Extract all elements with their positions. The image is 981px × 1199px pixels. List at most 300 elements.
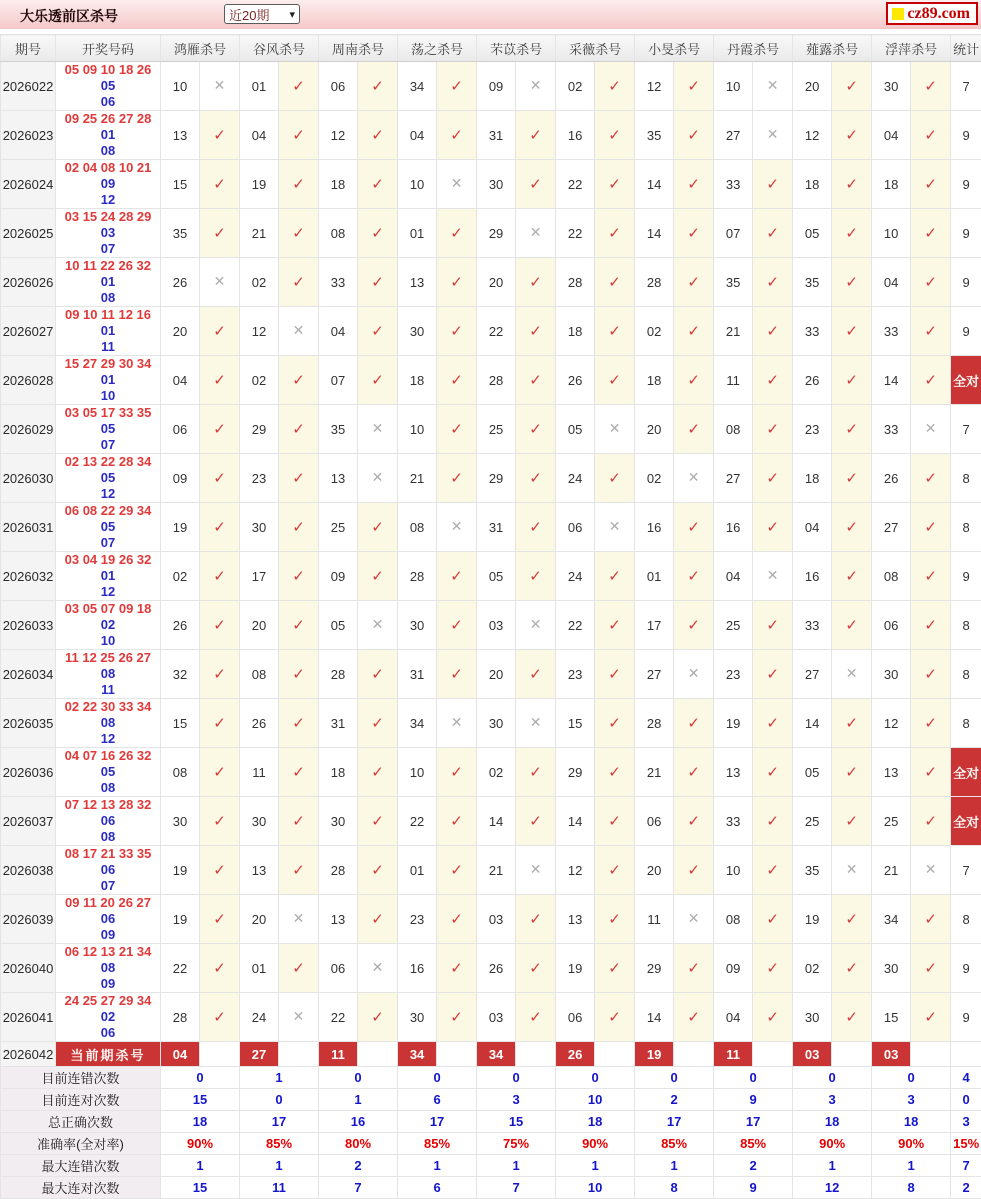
kill-number-cell: 21 (872, 846, 911, 895)
check-icon: ✓ (213, 176, 226, 193)
kill-number-cell: 35 (161, 209, 200, 258)
kill-number-cell: 08 (398, 503, 437, 552)
kill-mark-cell (911, 797, 951, 846)
check-icon: ✓ (845, 274, 858, 291)
kill-mark-cell (437, 993, 477, 1042)
back-number-2: 08 (101, 143, 115, 158)
kill-number-cell: 22 (556, 209, 595, 258)
front-numbers: 09 10 11 12 16 (65, 307, 151, 322)
kill-mark-cell (358, 307, 398, 356)
back-number-2: 07 (101, 437, 115, 452)
check-icon: ✓ (371, 1009, 384, 1026)
summary-value: 7 (477, 1177, 556, 1199)
back-number-1: 06 (101, 862, 115, 877)
kill-number-cell: 28 (635, 699, 674, 748)
kill-number-cell: 22 (556, 160, 595, 209)
back-number-1: 08 (101, 960, 115, 975)
chevron-down-icon: ▾ (289, 8, 295, 21)
check-icon: ✓ (766, 225, 779, 242)
current-kill-number: 26 (556, 1042, 595, 1067)
kill-mark-cell (516, 797, 556, 846)
kill-mark-cell (832, 209, 872, 258)
kill-mark-cell (437, 846, 477, 895)
summary-value: 7 (319, 1177, 398, 1199)
back-number-2: 06 (101, 94, 115, 109)
kill-mark-cell (911, 307, 951, 356)
check-icon: ✓ (766, 323, 779, 340)
back-number-2: 09 (101, 927, 115, 942)
kill-mark-cell (437, 258, 477, 307)
kill-number-cell: 16 (635, 503, 674, 552)
check-icon: ✓ (292, 470, 305, 487)
draw-line-1 (56, 405, 160, 437)
kill-mark-cell (595, 111, 635, 160)
draw-line-1 (56, 797, 160, 829)
kill-mark-cell (200, 160, 240, 209)
kill-number-cell: 06 (635, 797, 674, 846)
draw-line-1 (56, 601, 160, 633)
kill-number-cell: 10 (398, 748, 437, 797)
check-icon: ✓ (608, 323, 621, 340)
kill-mark-cell (674, 503, 714, 552)
kill-mark-cell (832, 552, 872, 601)
kill-number-cell: 30 (477, 160, 516, 209)
check-icon: ✓ (450, 862, 463, 879)
kill-mark-cell (516, 1042, 556, 1067)
kill-number-cell: 01 (398, 209, 437, 258)
kill-number-cell: 08 (714, 895, 753, 944)
summary-stat: 2 (951, 1177, 981, 1199)
draw-line-1 (56, 748, 160, 780)
kill-mark-cell (911, 209, 951, 258)
kill-number-cell: 30 (477, 699, 516, 748)
kill-mark-cell (753, 993, 793, 1042)
check-icon: ✓ (371, 372, 384, 389)
kill-mark-cell (753, 62, 793, 111)
period-cell: 2026027 (1, 307, 56, 356)
check-icon: ✓ (213, 470, 226, 487)
cross-icon: ✕ (925, 861, 937, 877)
summary-value: 2 (635, 1089, 714, 1111)
back-number-2: 12 (101, 486, 115, 501)
back-number-2: 12 (101, 192, 115, 207)
kill-number-cell: 30 (240, 503, 279, 552)
kill-mark-cell (516, 650, 556, 699)
table-row (1, 601, 981, 650)
draw-numbers-cell (56, 797, 161, 846)
current-kill-number: 19 (635, 1042, 674, 1067)
kill-number-cell: 20 (477, 650, 516, 699)
current-kill-number: 34 (398, 1042, 437, 1067)
check-icon: ✓ (845, 127, 858, 144)
kill-number-cell: 13 (319, 895, 358, 944)
draw-line-1 (56, 62, 160, 94)
cross-icon: ✕ (530, 616, 542, 632)
check-icon: ✓ (608, 960, 621, 977)
kill-mark-cell (674, 1042, 714, 1067)
check-icon: ✓ (292, 127, 305, 144)
kill-mark-cell (911, 846, 951, 895)
draw-line-1 (56, 503, 160, 535)
kill-number-cell: 30 (319, 797, 358, 846)
cross-icon: ✕ (214, 77, 226, 93)
cross-icon: ✕ (451, 175, 463, 191)
draw-line-1 (56, 258, 160, 290)
check-icon: ✓ (924, 323, 937, 340)
cross-icon: ✕ (214, 273, 226, 289)
back-number-1: 01 (101, 372, 115, 387)
draw-line-2 (56, 290, 160, 306)
kill-mark-cell (595, 258, 635, 307)
kill-number-cell: 19 (161, 503, 200, 552)
summary-label: 最大连错次数 (1, 1155, 161, 1177)
kill-mark-cell (358, 993, 398, 1042)
kill-number-cell: 22 (161, 944, 200, 993)
front-numbers: 10 11 22 26 32 (65, 258, 151, 273)
check-icon: ✓ (371, 274, 384, 291)
cross-icon: ✕ (767, 77, 779, 93)
kill-mark-cell (279, 258, 319, 307)
front-numbers: 07 12 13 28 32 (65, 797, 152, 812)
kill-number-cell: 02 (556, 62, 595, 111)
draw-numbers-cell (56, 111, 161, 160)
check-icon: ✓ (213, 323, 226, 340)
kill-mark-cell (674, 160, 714, 209)
check-icon: ✓ (529, 421, 542, 438)
kill-number-cell: 03 (477, 993, 516, 1042)
table-row (1, 895, 981, 944)
check-icon: ✓ (687, 813, 700, 830)
check-icon: ✓ (766, 176, 779, 193)
current-kill-number: 27 (240, 1042, 279, 1067)
kill-mark-cell (200, 258, 240, 307)
kill-mark-cell (437, 111, 477, 160)
check-icon: ✓ (529, 666, 542, 683)
check-icon: ✓ (687, 1009, 700, 1026)
kill-number-cell: 01 (635, 552, 674, 601)
cross-icon: ✕ (372, 420, 384, 436)
table-row (1, 552, 981, 601)
check-icon: ✓ (845, 764, 858, 781)
kill-mark-cell (516, 748, 556, 797)
kill-mark-cell (674, 552, 714, 601)
check-icon: ✓ (371, 764, 384, 781)
check-icon: ✓ (924, 176, 937, 193)
check-icon: ✓ (924, 666, 937, 683)
back-number-1: 05 (101, 764, 115, 779)
draw-line-2 (56, 584, 160, 600)
kill-mark-cell (595, 699, 635, 748)
kill-number-cell: 16 (793, 552, 832, 601)
draw-numbers-cell (56, 944, 161, 993)
kill-number-cell: 08 (714, 405, 753, 454)
kill-number-cell: 09 (161, 454, 200, 503)
period-cell: 2026022 (1, 62, 56, 111)
kill-mark-cell (200, 1042, 240, 1067)
kill-number-cell: 34 (872, 895, 911, 944)
summary-label: 目前连对次数 (1, 1089, 161, 1111)
summary-value: 10 (556, 1177, 635, 1199)
kill-mark-cell (516, 699, 556, 748)
front-numbers: 02 04 08 10 21 (65, 160, 152, 175)
stat-cell: 9 (951, 258, 981, 307)
kill-mark-cell (832, 503, 872, 552)
summary-value: 0 (398, 1067, 477, 1089)
kill-mark-cell (516, 454, 556, 503)
column-header: 期号 (1, 35, 56, 62)
kill-mark-cell (279, 307, 319, 356)
check-icon: ✓ (766, 666, 779, 683)
kill-mark-cell (595, 601, 635, 650)
kill-number-cell: 11 (635, 895, 674, 944)
kill-mark-cell (516, 405, 556, 454)
kill-number-cell: 30 (872, 650, 911, 699)
table-row (1, 209, 981, 258)
site-logo[interactable] (886, 2, 978, 25)
summary-value: 0 (240, 1089, 319, 1111)
check-icon: ✓ (608, 78, 621, 95)
kill-mark-cell (595, 356, 635, 405)
check-icon: ✓ (845, 813, 858, 830)
kill-mark-cell (753, 699, 793, 748)
cross-icon: ✕ (767, 567, 779, 583)
stat-cell: 9 (951, 552, 981, 601)
check-icon: ✓ (371, 862, 384, 879)
draw-line-2 (56, 94, 160, 110)
kill-mark-cell (911, 552, 951, 601)
kill-mark-cell (674, 258, 714, 307)
draw-line-1 (56, 111, 160, 143)
draw-line-2 (56, 486, 160, 502)
check-icon: ✓ (292, 813, 305, 830)
front-numbers: 09 11 20 26 27 (65, 895, 151, 910)
kill-mark-cell (437, 601, 477, 650)
draw-numbers-cell (56, 307, 161, 356)
kill-number-cell: 25 (872, 797, 911, 846)
check-icon: ✓ (292, 225, 305, 242)
kill-number-cell: 03 (477, 895, 516, 944)
draw-numbers-cell (56, 552, 161, 601)
check-icon: ✓ (766, 519, 779, 536)
kill-number-cell: 22 (319, 993, 358, 1042)
kill-number-cell: 12 (556, 846, 595, 895)
kill-mark-cell (832, 160, 872, 209)
check-icon: ✓ (450, 323, 463, 340)
front-numbers: 09 25 26 27 28 (65, 111, 152, 126)
kill-mark-cell (753, 748, 793, 797)
period-cell: 2026035 (1, 699, 56, 748)
back-number-2: 11 (101, 339, 115, 354)
column-header: 采薇杀号 (556, 35, 635, 62)
front-numbers: 03 05 07 09 18 (65, 601, 152, 616)
draw-line-2 (56, 388, 160, 404)
kill-number-cell: 13 (556, 895, 595, 944)
kill-mark-cell (200, 944, 240, 993)
check-icon: ✓ (924, 960, 937, 977)
summary-row (1, 1111, 981, 1133)
back-number-1: 06 (101, 911, 115, 926)
range-select[interactable] (224, 4, 300, 24)
check-icon: ✓ (924, 519, 937, 536)
kill-mark-cell (200, 62, 240, 111)
check-icon: ✓ (213, 421, 226, 438)
check-icon: ✓ (450, 666, 463, 683)
kill-mark-cell (279, 356, 319, 405)
kill-number-cell: 31 (477, 503, 516, 552)
kill-number-cell: 01 (240, 944, 279, 993)
check-icon: ✓ (687, 960, 700, 977)
check-icon: ✓ (529, 960, 542, 977)
check-icon: ✓ (292, 274, 305, 291)
summary-value: 0 (319, 1067, 398, 1089)
kill-number-cell: 21 (398, 454, 437, 503)
summary-stat: 15% (951, 1133, 981, 1155)
summary-value: 0 (714, 1067, 793, 1089)
kill-mark-cell (911, 699, 951, 748)
kill-mark-cell (437, 552, 477, 601)
table-row (1, 748, 981, 797)
check-icon: ✓ (213, 911, 226, 928)
back-number-2: 07 (101, 241, 115, 256)
kill-mark-cell (200, 650, 240, 699)
kill-number-cell: 22 (398, 797, 437, 846)
summary-value: 2 (319, 1155, 398, 1177)
summary-label: 总正确次数 (1, 1111, 161, 1133)
kill-number-cell: 31 (319, 699, 358, 748)
kill-mark-cell (200, 895, 240, 944)
kill-number-cell: 26 (477, 944, 516, 993)
kill-mark-cell (753, 307, 793, 356)
kill-mark-cell (911, 258, 951, 307)
cross-icon: ✕ (293, 322, 305, 338)
back-number-2: 07 (101, 878, 115, 893)
kill-number-cell: 33 (872, 405, 911, 454)
kill-mark-cell (674, 748, 714, 797)
kill-mark-cell (832, 944, 872, 993)
summary-value: 85% (240, 1133, 319, 1155)
summary-stat: 4 (951, 1067, 981, 1089)
summary-value: 1 (398, 1155, 477, 1177)
kill-mark-cell (516, 846, 556, 895)
kill-mark-cell (516, 160, 556, 209)
back-number-2: 06 (101, 1025, 115, 1040)
kill-mark-cell (358, 160, 398, 209)
kill-mark-cell (595, 307, 635, 356)
kill-number-cell: 19 (161, 895, 200, 944)
kill-mark-cell (911, 601, 951, 650)
kill-number-cell: 30 (872, 62, 911, 111)
table-row (1, 797, 981, 846)
kill-mark-cell (595, 1042, 635, 1067)
draw-line-1 (56, 356, 160, 388)
stat-cell: 9 (951, 944, 981, 993)
back-number-1: 03 (101, 225, 115, 240)
kill-number-cell: 12 (240, 307, 279, 356)
column-header: 鸿雁杀号 (161, 35, 240, 62)
kill-number-cell: 08 (161, 748, 200, 797)
check-icon: ✓ (845, 1009, 858, 1026)
period-cell: 2026033 (1, 601, 56, 650)
check-icon: ✓ (924, 225, 937, 242)
summary-value: 90% (872, 1133, 951, 1155)
kill-mark-cell (437, 895, 477, 944)
kill-mark-cell (200, 111, 240, 160)
check-icon: ✓ (213, 764, 226, 781)
kill-mark-cell (437, 356, 477, 405)
kill-mark-cell (674, 650, 714, 699)
kill-number-cell: 24 (556, 454, 595, 503)
check-icon: ✓ (924, 372, 937, 389)
cross-icon: ✕ (925, 420, 937, 436)
period-cell: 2026023 (1, 111, 56, 160)
column-header: 荡之杀号 (398, 35, 477, 62)
back-number-1: 08 (101, 715, 115, 730)
check-icon: ✓ (450, 911, 463, 928)
kill-number-cell: 04 (714, 552, 753, 601)
draw-line-1 (56, 160, 160, 192)
kill-number-cell: 07 (319, 356, 358, 405)
kill-number-cell: 27 (714, 111, 753, 160)
summary-value: 17 (240, 1111, 319, 1133)
check-icon: ✓ (450, 127, 463, 144)
kill-mark-cell (358, 944, 398, 993)
check-icon: ✓ (292, 568, 305, 585)
back-number-1: 08 (101, 666, 115, 681)
kill-mark-cell (832, 797, 872, 846)
kill-mark-cell (516, 552, 556, 601)
check-icon: ✓ (845, 617, 858, 634)
check-icon: ✓ (766, 470, 779, 487)
current-kill-number: 11 (319, 1042, 358, 1067)
stat-cell: 7 (951, 62, 981, 111)
kill-mark-cell (674, 797, 714, 846)
kill-mark-cell (911, 650, 951, 699)
top-bar (0, 0, 981, 29)
kill-number-cell: 25 (714, 601, 753, 650)
check-icon: ✓ (687, 568, 700, 585)
kill-number-cell: 05 (477, 552, 516, 601)
front-numbers: 02 22 30 33 34 (65, 699, 152, 714)
current-kill-number: 03 (872, 1042, 911, 1067)
kill-mark-cell (358, 699, 398, 748)
kill-mark-cell (437, 650, 477, 699)
kill-mark-cell (279, 552, 319, 601)
kill-number-cell: 05 (556, 405, 595, 454)
kill-mark-cell (516, 895, 556, 944)
stat-cell: 8 (951, 454, 981, 503)
summary-value: 15 (161, 1177, 240, 1199)
kill-number-cell: 04 (161, 356, 200, 405)
kill-mark-cell (279, 601, 319, 650)
check-icon: ✓ (371, 715, 384, 732)
front-numbers: 03 05 17 33 35 (65, 405, 152, 420)
summary-value: 8 (872, 1177, 951, 1199)
kill-mark-cell (279, 405, 319, 454)
kill-number-cell: 01 (398, 846, 437, 895)
summary-value: 1 (793, 1155, 872, 1177)
front-numbers: 15 27 29 30 34 (65, 356, 152, 371)
kill-number-cell: 18 (556, 307, 595, 356)
kill-mark-cell (279, 111, 319, 160)
kill-mark-cell (832, 993, 872, 1042)
cross-icon: ✕ (372, 616, 384, 632)
check-icon: ✓ (213, 372, 226, 389)
kill-number-cell: 06 (556, 503, 595, 552)
kill-mark-cell (911, 454, 951, 503)
check-icon: ✓ (529, 176, 542, 193)
front-numbers: 06 08 22 29 34 (65, 503, 152, 518)
stat-cell: 8 (951, 601, 981, 650)
